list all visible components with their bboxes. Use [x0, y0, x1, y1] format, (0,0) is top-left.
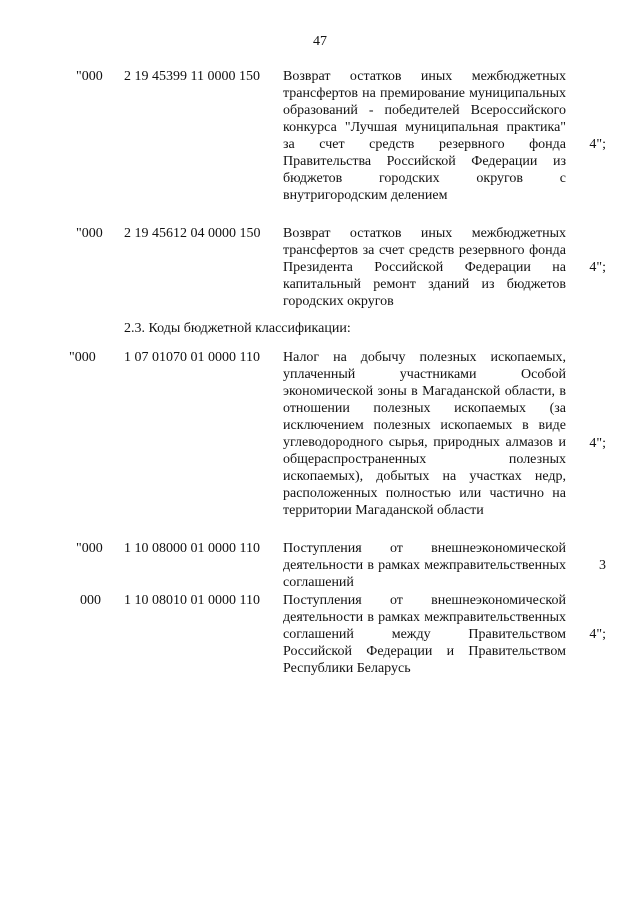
row-suffix: 4"; [589, 436, 606, 451]
section-heading: 2.3. Коды бюджетной классификации: [124, 321, 351, 336]
admin-code: "000 [76, 69, 103, 84]
row-suffix: 4"; [589, 260, 606, 275]
income-name: Возврат остатков иных межбюджетных трансфертов на премирование муниципальных образований - победителей Всероссийского конкурса "Лучшая муниципальная практика" за счет средств резервного фонда Правительства Российской Федерации из бюджетов городских округов с внутригородским делением [283, 69, 566, 203]
admin-code: "000 [76, 541, 103, 556]
admin-code: "000 [76, 226, 103, 241]
budget-code: 1 07 01070 01 0000 110 [124, 350, 260, 365]
budget-code: 1 10 08000 01 0000 110 [124, 541, 260, 556]
budget-code: 2 19 45399 11 0000 150 [124, 69, 260, 84]
row-suffix: 4"; [589, 137, 606, 152]
budget-code: 2 19 45612 04 0000 150 [124, 226, 261, 241]
row-suffix: 3 [599, 558, 606, 573]
income-name: Поступления от внешнеэкономической деятельности в рамках межправительственных соглашений [283, 541, 566, 590]
income-name: Возврат остатков иных межбюджетных трансфертов за счет средств резервного фонда Президента Российской Федерации на капитальный ремонт зданий из бюджетов городских округов [283, 226, 566, 309]
row-suffix: 4"; [589, 627, 606, 642]
admin-code: "000 [69, 350, 96, 365]
budget-code: 1 10 08010 01 0000 110 [124, 593, 260, 608]
income-name: Поступления от внешнеэкономической деятельности в рамках межправительственных соглашений между Правительством Российской Федерации и Правительством Республики Беларусь [283, 593, 566, 676]
page-number: 47 [313, 34, 327, 49]
income-name: Налог на добычу полезных ископаемых, уплаченный участниками Особой экономической зоны в Магаданской области, в отношении полезных ископаемых (за исключением полезных ископаемых в виде углеводородного сырья, природных алмазов и общераспространенных полезных ископаемых), добытых на участках недр, расположенных полностью или частично на территории Магаданской области [283, 350, 566, 518]
admin-code: 000 [80, 593, 101, 608]
